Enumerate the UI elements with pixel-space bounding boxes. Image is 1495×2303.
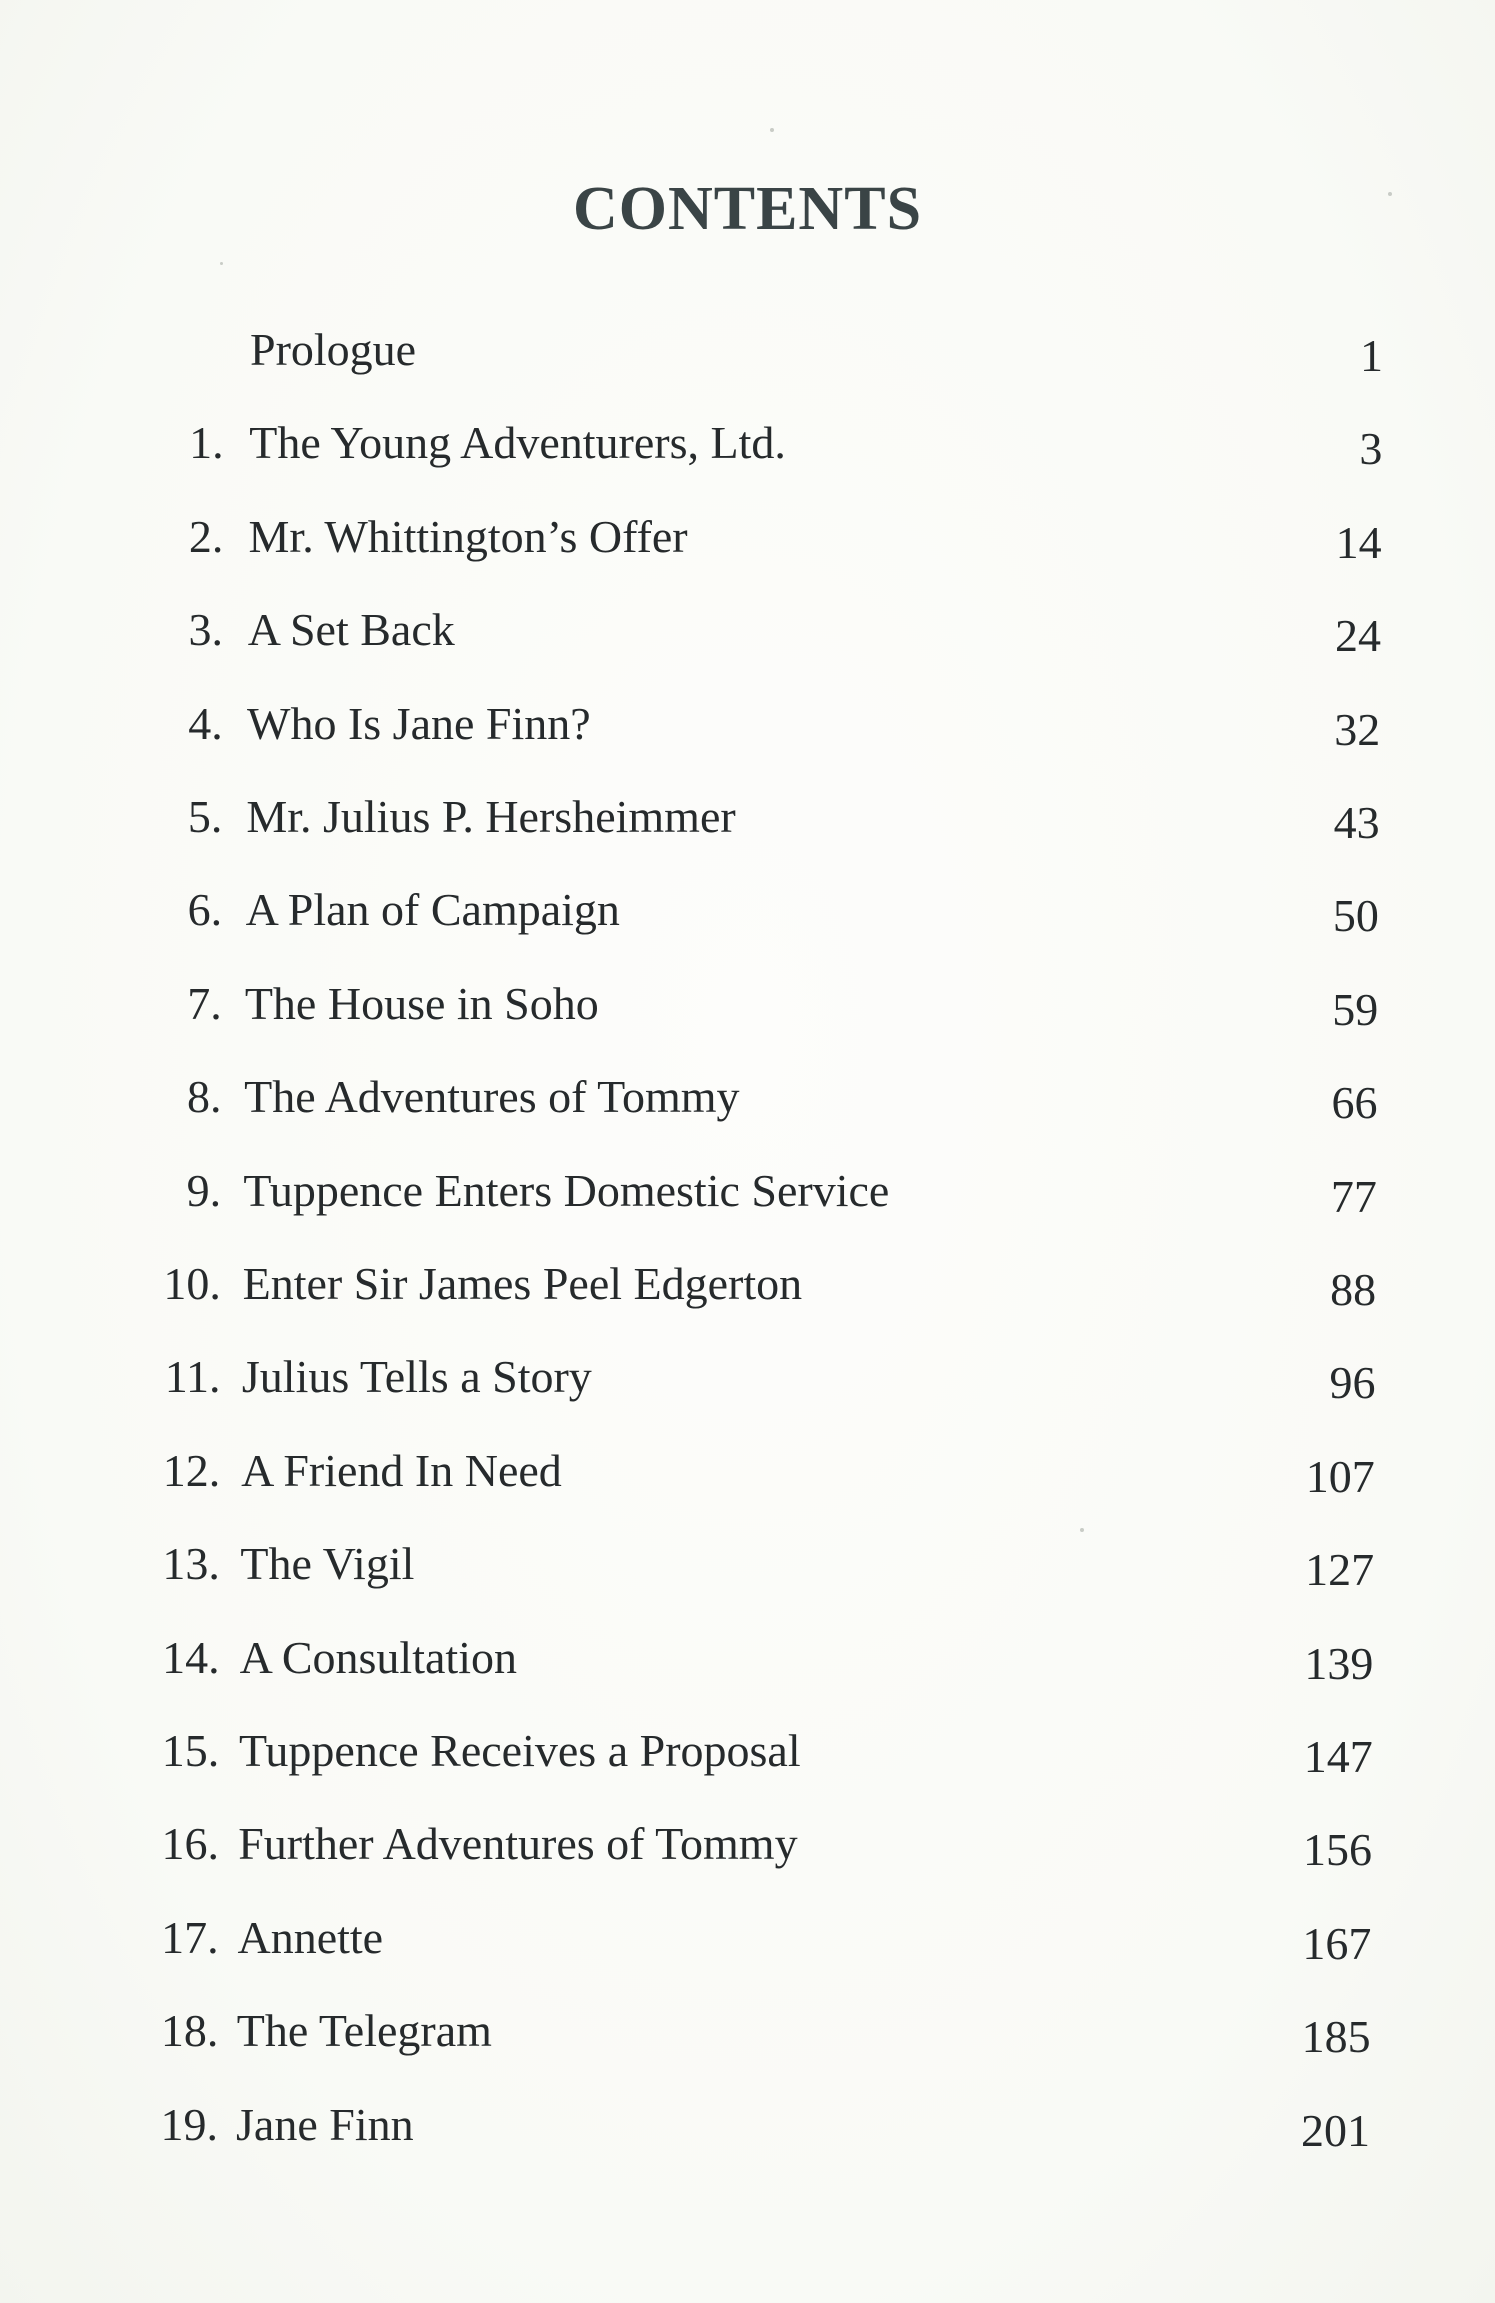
toc-entry[interactable] xyxy=(0,969,1495,1039)
chapter-title: Tuppence Enters Domestic Service xyxy=(243,1164,890,1216)
page-number: 96 xyxy=(1329,1357,1376,1409)
chapter-title: Tuppence Receives a Proposal xyxy=(238,1725,801,1776)
page-number: 139 xyxy=(1304,1637,1374,1689)
toc-entry[interactable] xyxy=(0,1529,1495,1599)
chapter-title: Further Adventures of Tommy xyxy=(238,1818,798,1870)
chapter-number: 9. xyxy=(186,1164,222,1216)
page-number: 156 xyxy=(1303,1824,1373,1876)
chapter-number: 10. xyxy=(163,1258,221,1309)
page-number: 88 xyxy=(1330,1264,1377,1315)
page-number: 185 xyxy=(1301,2011,1371,2063)
chapter-title: Julius Tells a Story xyxy=(241,1351,592,1403)
toc-entry[interactable] xyxy=(0,1156,1495,1226)
page-number: 50 xyxy=(1332,890,1379,942)
chapter-title: The Young Adventurers, Ltd. xyxy=(249,417,786,469)
chapter-number: 17. xyxy=(161,1911,219,1963)
toc-entry[interactable] xyxy=(0,875,1495,945)
toc-entry[interactable] xyxy=(0,1062,1495,1132)
chapter-title: Mr. Whittington’s Offer xyxy=(248,510,688,562)
page-number: 127 xyxy=(1305,1544,1375,1596)
chapter-number: 6. xyxy=(187,884,223,936)
page-number: 77 xyxy=(1330,1170,1377,1222)
toc-entry[interactable] xyxy=(0,1996,1495,2066)
toc-entry[interactable] xyxy=(0,1716,1495,1786)
toc-entry[interactable] xyxy=(0,1342,1495,1412)
toc-entry[interactable] xyxy=(0,1809,1495,1879)
chapter-title: The House in Soho xyxy=(244,977,599,1029)
chapter-number: 18. xyxy=(160,2005,219,2057)
toc-entry[interactable] xyxy=(0,1623,1495,1693)
toc-entry[interactable] xyxy=(0,782,1495,852)
toc-entry[interactable] xyxy=(0,1249,1495,1319)
chapter-number: 1. xyxy=(189,417,224,469)
toc-entry[interactable] xyxy=(0,595,1495,665)
chapter-title: A Set Back xyxy=(247,604,455,656)
page-number: 14 xyxy=(1335,516,1382,568)
chapter-number: 3. xyxy=(188,604,224,656)
page-number: 3 xyxy=(1359,423,1383,475)
toc-entry[interactable] xyxy=(0,2090,1495,2160)
chapter-number: 11. xyxy=(164,1351,221,1403)
toc-entry[interactable] xyxy=(0,502,1495,572)
toc-entry[interactable] xyxy=(0,315,1495,385)
page-number: 66 xyxy=(1331,1077,1378,1129)
chapter-number: 4. xyxy=(188,697,223,749)
chapter-title: Annette xyxy=(237,1911,384,1963)
chapter-number: 13. xyxy=(162,1538,220,1590)
chapter-number: 2. xyxy=(188,510,224,562)
page-number: 24 xyxy=(1334,610,1381,662)
chapter-number: 16. xyxy=(161,1818,219,1870)
chapter-title: Mr. Julius P. Hersheimmer xyxy=(246,791,736,842)
chapter-title: A Friend In Need xyxy=(241,1444,562,1496)
toc-entry[interactable] xyxy=(0,1903,1495,1973)
chapter-title: A Plan of Campaign xyxy=(245,884,620,936)
chapter-number: 12. xyxy=(162,1444,221,1496)
chapter-number: 15. xyxy=(161,1725,220,1776)
page-number: 167 xyxy=(1302,1917,1372,1969)
chapter-title: A Consultation xyxy=(239,1631,517,1683)
page-number: 147 xyxy=(1303,1731,1373,1782)
chapter-title: The Vigil xyxy=(240,1538,415,1590)
page-title: CONTENTS xyxy=(572,175,923,243)
chapter-title: Prologue xyxy=(250,324,417,375)
toc-entry[interactable] xyxy=(0,1436,1495,1506)
chapter-title: Who Is Jane Finn? xyxy=(247,697,591,749)
chapter-title: The Adventures of Tommy xyxy=(244,1071,740,1123)
toc-entry[interactable] xyxy=(0,408,1495,478)
chapter-number: 14. xyxy=(162,1631,220,1683)
page-number: 1 xyxy=(1360,330,1383,381)
page-number: 107 xyxy=(1305,1450,1375,1502)
chapter-number: 7. xyxy=(187,977,222,1029)
toc-entry[interactable] xyxy=(0,689,1495,759)
page-number: 43 xyxy=(1333,797,1380,848)
page-number: 59 xyxy=(1332,983,1379,1035)
chapter-title: Enter Sir James Peel Edgerton xyxy=(242,1258,803,1309)
page-number: 201 xyxy=(1301,2104,1370,2156)
chapter-number: 19. xyxy=(160,2098,218,2150)
chapter-title: Jane Finn xyxy=(236,2098,414,2150)
chapter-title: The Telegram xyxy=(236,2005,492,2057)
page-number: 32 xyxy=(1334,703,1381,755)
chapter-number: 5. xyxy=(187,791,223,842)
chapter-number: 8. xyxy=(186,1071,222,1123)
